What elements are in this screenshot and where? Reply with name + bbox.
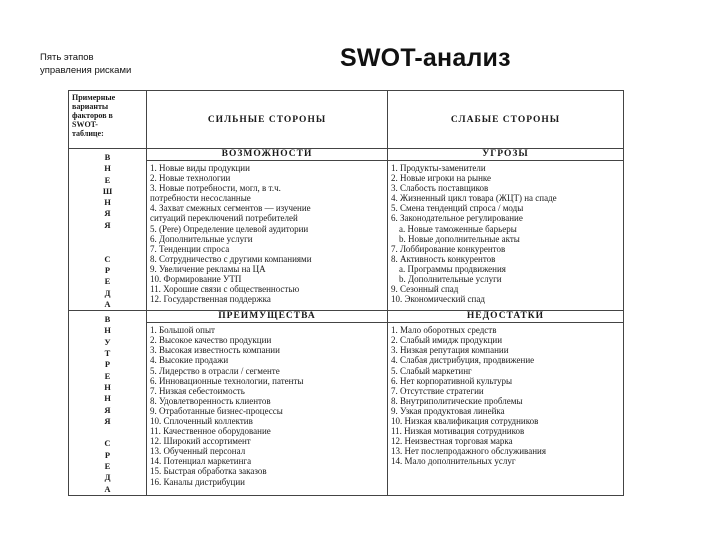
list-item: b. Новые дополнительные акты: [399, 233, 520, 244]
side-letter: Е: [104, 174, 111, 185]
side-letter: А: [104, 298, 111, 309]
list-item: 3. Новые потребности, могл, в т.ч.: [150, 183, 281, 194]
side-letter: Н: [104, 163, 111, 174]
side-letter: В: [104, 152, 111, 162]
list-item: 1. Новые виды продукции: [150, 163, 250, 173]
side-letter: Я: [104, 208, 111, 219]
corner-cell: [69, 91, 147, 149]
list-item: 4. Жизненный цикл товара (ЖЦТ) на спаде: [391, 193, 557, 204]
opportunities-header: ВОЗМОЖНОСТИ: [147, 149, 388, 161]
side-letter: Н: [104, 381, 111, 392]
list-item: 1. Мало оборотных средств: [391, 325, 497, 336]
side-letter: У: [104, 336, 111, 347]
list-item: a. Новые таможенные барьеры: [399, 223, 517, 234]
list-item: 13. Обученный персонал: [150, 446, 246, 457]
side-letter: Н: [104, 197, 111, 208]
list-item: потребности несосланные: [150, 193, 251, 204]
list-item: 2. Высокое качество продукции: [150, 335, 272, 346]
advantages-header: ПРЕИМУЩЕСТВА: [147, 311, 388, 323]
list-item: 2. Новые технологии: [150, 173, 231, 184]
internal-items-row: [69, 323, 624, 496]
list-item: 10. Формирование УТП: [150, 274, 242, 285]
side-letter: Д: [104, 287, 111, 298]
list-item: 3. Слабость поставщиков: [391, 183, 489, 194]
side-letter: Р: [104, 449, 111, 460]
shortcomings-header: НЕДОСТАТКИ: [388, 311, 624, 323]
list-item: 16. Каналы дистрибуции: [150, 476, 245, 487]
list-item: 12. Широкий ассортимент: [150, 436, 251, 447]
threats-list: [388, 161, 624, 311]
side-note-line-2: управления рисками: [40, 65, 132, 76]
side-letter: Е: [104, 461, 111, 472]
list-item: 11. Низкая мотивация сотрудников: [391, 426, 525, 437]
list-item: 3. Низкая репутация компании: [391, 345, 509, 356]
list-item: 8. Удовлетворенность клиентов: [150, 395, 271, 406]
list-item: 14. Потенциал маркетинга: [150, 456, 252, 467]
side-letter: Я: [104, 219, 111, 230]
list-item: 11. Качественное оборудование: [150, 426, 271, 437]
side-letter: Д: [104, 472, 111, 483]
list-item: 9. Отработанные бизнес-процессы: [150, 405, 283, 416]
table-header-row: [69, 91, 624, 149]
side-letter: Ш: [102, 185, 113, 196]
list-item: 10. Низкая квалификация сотрудников: [391, 416, 539, 426]
side-letter: [72, 242, 143, 253]
list-item: 7. Тенденции спроса: [150, 243, 230, 254]
list-item: 7. Отсутствие стратегии: [391, 385, 484, 396]
list-item: 5. (Pere) Определение целевой аудитории: [150, 223, 309, 234]
internal-env-label: [69, 311, 147, 496]
list-item: 2. Слабый имидж продукции: [391, 335, 503, 346]
external-items-row: [69, 161, 624, 311]
side-letter: Я: [104, 404, 111, 415]
advantages-list: [147, 323, 388, 496]
external-section-header-row: [69, 149, 624, 161]
shortcomings-list: [388, 323, 624, 496]
swot-table: [68, 90, 624, 496]
list-item: 8. Сотрудничество с другими компаниями: [150, 253, 312, 264]
list-item: 13. Нет послепродажного обслуживания: [391, 446, 546, 457]
list-item: 8. Внутриполитические проблемы: [391, 395, 523, 406]
corner-line: таблице:: [72, 129, 104, 138]
list-item: 3. Высокая известность компании: [150, 345, 280, 356]
list-item: 9. Узкая продуктовая линейка: [391, 405, 505, 416]
side-letter: С: [104, 253, 111, 264]
side-letter: Е: [104, 370, 111, 381]
list-item: 11. Хорошие связи с общественностью: [150, 284, 300, 295]
corner-line: SWOT-: [72, 120, 98, 129]
side-letter: Т: [104, 348, 111, 359]
list-item: 4. Захват смежных сегментов — изучение: [150, 203, 311, 214]
list-item: 10. Сплоченный коллектив: [150, 416, 253, 426]
side-letter: Р: [104, 264, 111, 275]
list-item: 4. Высокие продажи: [150, 355, 229, 366]
list-item: 5. Лидерство в отрасли / сегменте: [150, 365, 280, 376]
corner-line: Примерные: [72, 93, 116, 102]
corner-line: факторов в: [72, 111, 113, 120]
list-item: 5. Слабый маркетинг: [391, 365, 472, 376]
list-item: 1. Большой опыт: [150, 325, 215, 336]
list-item: ситуаций переключений потребителей: [150, 213, 298, 224]
side-letter: В: [104, 314, 111, 325]
internal-section-header-row: [69, 311, 624, 323]
slide-title: SWOT-анализ: [340, 44, 511, 72]
side-letter: С: [104, 438, 111, 449]
strengths-header: СИЛЬНЫЕ СТОРОНЫ: [147, 91, 388, 149]
side-letter: Я: [104, 415, 111, 426]
list-item: 6. Инновационные технологии, патенты: [150, 375, 304, 386]
external-env-label: [69, 149, 147, 311]
swot-table-image: [68, 90, 623, 520]
list-item: 10. Экономический спад: [391, 294, 485, 305]
side-letter: Н: [104, 325, 111, 336]
list-item: 5. Смена тенденций спроса / моды: [391, 203, 524, 214]
list-item: 12. Неизвестная торговая марка: [391, 436, 513, 447]
side-note: [40, 51, 170, 77]
list-item: 8. Активность конкурентов: [391, 253, 496, 264]
side-letter: А: [104, 483, 111, 494]
list-item: 6. Дополнительные услуги: [150, 233, 253, 244]
list-item: 15. Быстрая обработка заказов: [150, 466, 267, 477]
side-note-line-1: Пять этапов: [40, 52, 94, 63]
side-letter: [72, 231, 143, 242]
list-item: 7. Низкая себестоимость: [150, 385, 245, 396]
side-letter: [72, 427, 143, 438]
list-item: 9. Увеличение рекламы на ЦА: [150, 263, 266, 274]
list-item: 2. Новые игроки на рынке: [391, 173, 492, 184]
list-item: 4. Слабая дистрибуция, продвижение: [391, 355, 535, 366]
side-letter: Р: [104, 359, 111, 370]
list-item: 12. Государственная поддержка: [150, 294, 271, 305]
list-item: 7. Лоббирование конкурентов: [391, 243, 506, 254]
list-item: 1. Продукты-заменители: [391, 163, 486, 173]
corner-line: варианты: [72, 102, 109, 111]
list-item: 14. Мало дополнительных услуг: [391, 456, 516, 467]
opportunities-list: [147, 161, 388, 311]
side-letter: Е: [104, 276, 111, 287]
list-item: 6. Нет корпоративной культуры: [391, 375, 513, 386]
side-letter: Н: [104, 393, 111, 404]
list-item: b. Дополнительные услуги: [399, 274, 502, 285]
weaknesses-header: СЛАБЫЕ СТОРОНЫ: [388, 91, 624, 149]
list-item: 6. Законодательное регулирование: [391, 213, 523, 224]
list-item: a. Программы продвижения: [399, 263, 506, 274]
list-item: 9. Сезонный спад: [391, 284, 459, 295]
threats-header: УГРОЗЫ: [388, 149, 624, 161]
